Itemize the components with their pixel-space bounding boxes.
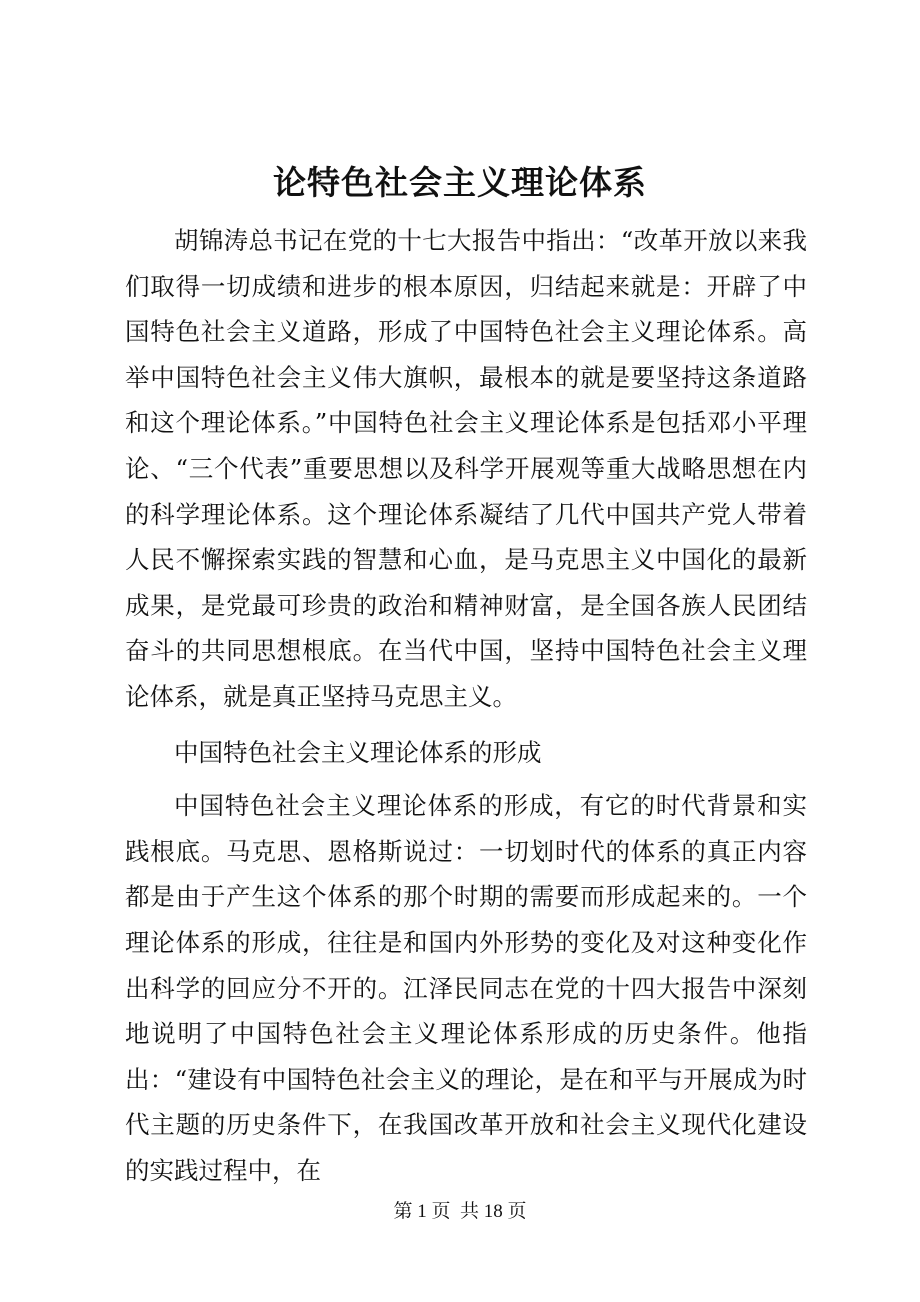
paragraph-formation: 中国特色社会主义理论体系的形成，有它的时代背景和实践根底。马克思、恩格斯说过：一切划时代的体系的真正内容都是由于产生这个体系的那个时期的需要而形成起来的。一个理论体系的形成，往往是和国内外形势的变化及对这种变化作出科学的回应分不开的。江泽民同志在党的十四大报告中深刻地说明了中国特色社会主义理论体系形成的历史条件。他指出：“建设有中国特色社会主义的理论，是在和平与开展成为时代主题的历史条件下，在我国改革开放和社会主义现代化建设的实践过程中，在 [125,791,807,1185]
document-title: 论特色社会主义理论体系 [273,163,647,202]
paragraph-intro: 胡锦涛总书记在党的十七大报告中指出：“改革开放以来我们取得一切成绩和进步的根本原因，归结起来就是：开辟了中国特色社会主义道路，形成了中国特色社会主义理论体系。高举中国特色社会主义伟大旗帜，最根本的就是要坚持这条道路和这个理论体系。”中国特色社会主义理论体系是包括邓小平理论、“三个代表”重要思想以及科学开展观等重大战略思想在内的科学理论体系。这个理论体系凝结了几代中国共产党人带着人民不懈探索实践的智慧和心血，是马克思主义中国化的最新成果，是党最可珍贵的政治和精神财富，是全国各族人民团结奋斗的共同思想根底。在当代中国，坚持中国特色社会主义理论体系，就是真正坚持马克思主义。 [125,226,807,711]
section-heading: 中国特色社会主义理论体系的形成 [174,737,542,767]
document-body [125,218,807,1193]
page-number-footer: 第 1 页 共 18 页 [393,1201,527,1222]
